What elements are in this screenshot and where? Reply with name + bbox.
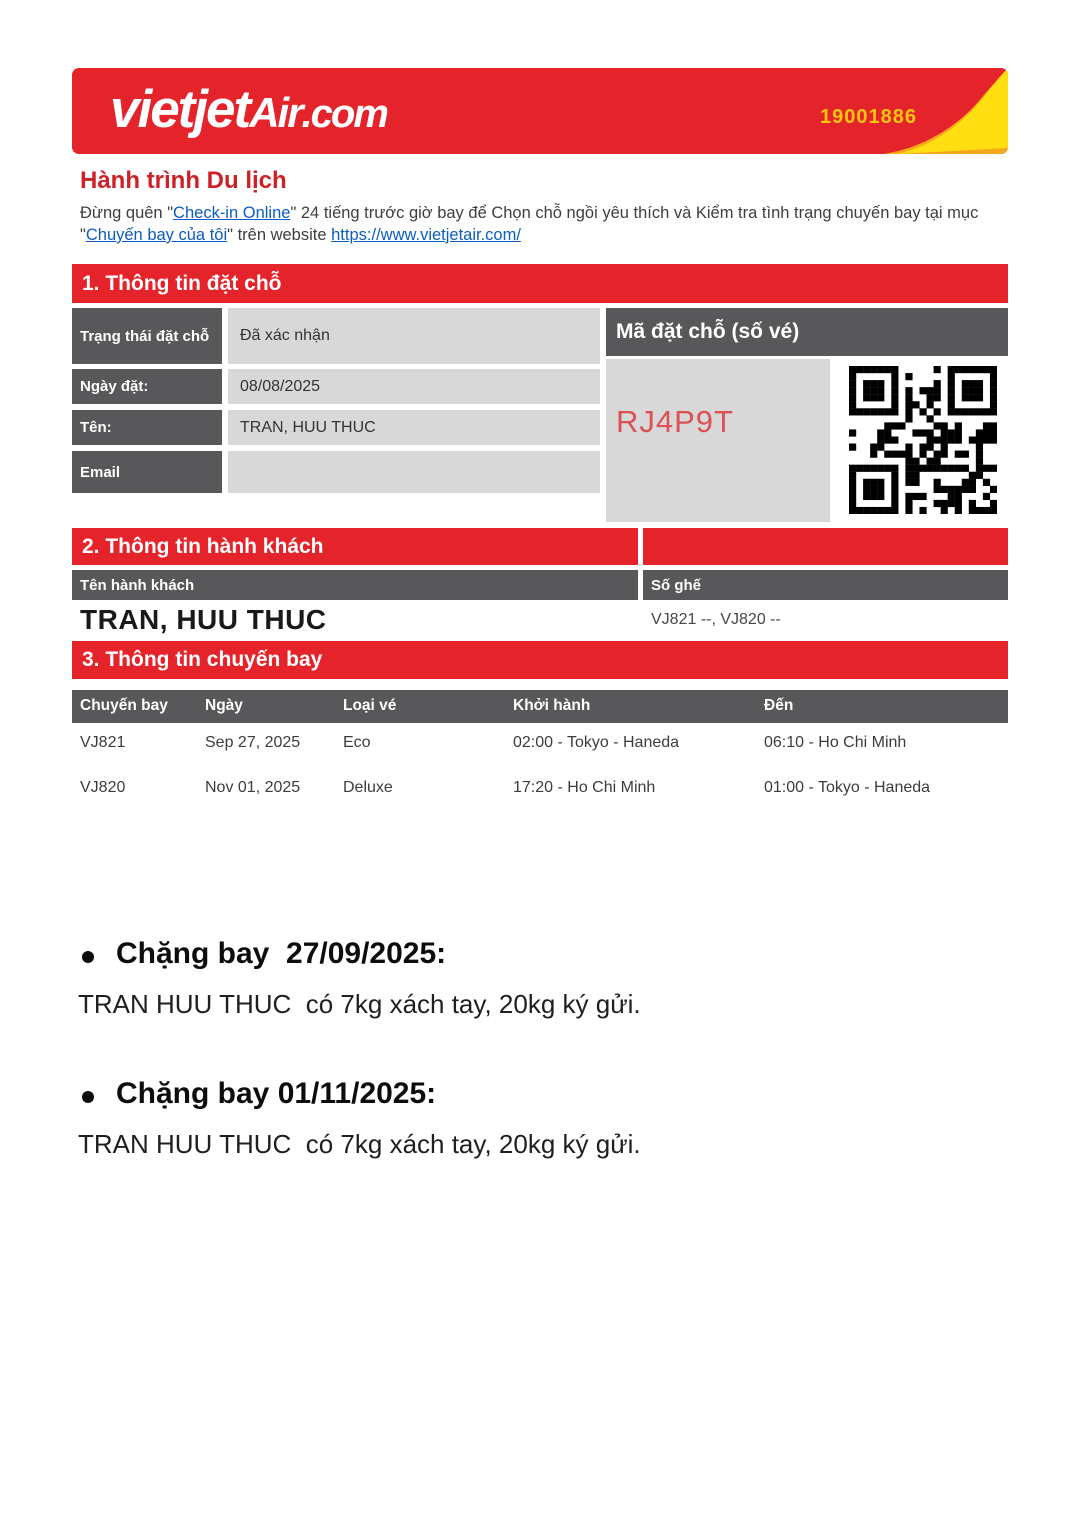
section3-header: 3. Thông tin chuyến bay bbox=[72, 641, 1008, 679]
flights-table-header bbox=[72, 690, 1008, 723]
bullet-icon bbox=[82, 951, 94, 963]
intro-paragraph bbox=[80, 202, 992, 246]
flight-date: Sep 27, 2025 bbox=[205, 734, 301, 751]
booking-status-value: Đã xác nhận bbox=[228, 308, 600, 364]
hotline-number: 19001886 bbox=[820, 106, 917, 128]
baggage-heading-1: Chặng bay 27/09/2025: bbox=[116, 937, 447, 970]
baggage-text-1: TRAN HUU THUC có 7kg xách tay, 20kg ký gửi. bbox=[78, 989, 641, 1019]
flight-date: Nov 01, 2025 bbox=[205, 779, 301, 796]
passenger-name: TRAN, HUU THUC bbox=[80, 604, 327, 635]
col-date: Ngày bbox=[205, 697, 243, 714]
passenger-seats: VJ821 --, VJ820 -- bbox=[651, 611, 781, 628]
intro-seg3: " trên website bbox=[227, 226, 332, 244]
intro-seg1: Đừng quên " bbox=[80, 204, 174, 222]
booking-name-label: Tên: bbox=[72, 410, 222, 445]
booking-date-value: 08/08/2025 bbox=[228, 369, 600, 404]
col-fare: Loại vé bbox=[343, 697, 397, 714]
booking-code-header: Mã đặt chỗ (số vé) bbox=[606, 308, 1008, 356]
logo-com: .com bbox=[301, 92, 387, 136]
arrival-info: 06:10 - Ho Chi Minh bbox=[764, 734, 907, 751]
booking-email-value bbox=[228, 451, 600, 493]
yellow-swoosh-icon bbox=[883, 68, 1008, 154]
booking-code-panel bbox=[606, 359, 830, 522]
header-band bbox=[72, 68, 1008, 154]
flight-number: VJ821 bbox=[80, 734, 126, 751]
departure-info: 17:20 - Ho Chi Minh bbox=[513, 779, 656, 796]
booking-status-label: Trạng thái đặt chỗ bbox=[72, 308, 222, 364]
section1-header: 1. Thông tin đặt chỗ bbox=[72, 264, 1008, 303]
section2-header-divider bbox=[638, 528, 643, 565]
fare-type: Deluxe bbox=[343, 779, 393, 796]
logo-vietjet: vietjet bbox=[110, 80, 250, 139]
website-link[interactable]: https://www.vietjetair.com/ bbox=[331, 226, 521, 244]
booking-code: RJ4P9T bbox=[616, 404, 734, 439]
intro-seg2: " 24 tiếng trước giờ bay để Chọn chỗ ngồi yêu thích và Kiểm tra tình trạng chuyến bay tại mục " bbox=[80, 204, 979, 244]
my-flights-link[interactable]: Chuyến bay của tôi bbox=[85, 226, 228, 244]
qr-code bbox=[849, 366, 997, 514]
section2-header: 2. Thông tin hành khách bbox=[72, 528, 1008, 565]
booking-name-value: TRAN, HUU THUC bbox=[228, 410, 600, 445]
col-depart: Khởi hành bbox=[513, 697, 591, 714]
seat-column-header: Số ghế bbox=[643, 570, 1008, 600]
passenger-column-header: Tên hành khách bbox=[72, 570, 638, 600]
arrival-info: 01:00 - Tokyo - Haneda bbox=[764, 779, 931, 796]
baggage-text-2: TRAN HUU THUC có 7kg xách tay, 20kg ký gửi. bbox=[78, 1129, 641, 1159]
baggage-heading-2: Chặng bay 01/11/2025: bbox=[116, 1077, 437, 1110]
col-flight: Chuyến bay bbox=[80, 697, 168, 714]
fare-type: Eco bbox=[343, 734, 371, 751]
logo-air: Air bbox=[249, 89, 302, 136]
col-arrive: Đến bbox=[764, 697, 794, 714]
booking-email-label: Email bbox=[72, 451, 222, 493]
bullet-icon bbox=[82, 1091, 94, 1103]
vietjetair-logo bbox=[110, 79, 387, 140]
page-title: Hành trình Du lịch bbox=[80, 167, 287, 194]
departure-info: 02:00 - Tokyo - Haneda bbox=[513, 734, 680, 751]
flight-number: VJ820 bbox=[80, 779, 126, 796]
booking-date-label: Ngày đặt: bbox=[72, 369, 222, 404]
checkin-online-link[interactable]: Check-in Online bbox=[173, 204, 291, 222]
